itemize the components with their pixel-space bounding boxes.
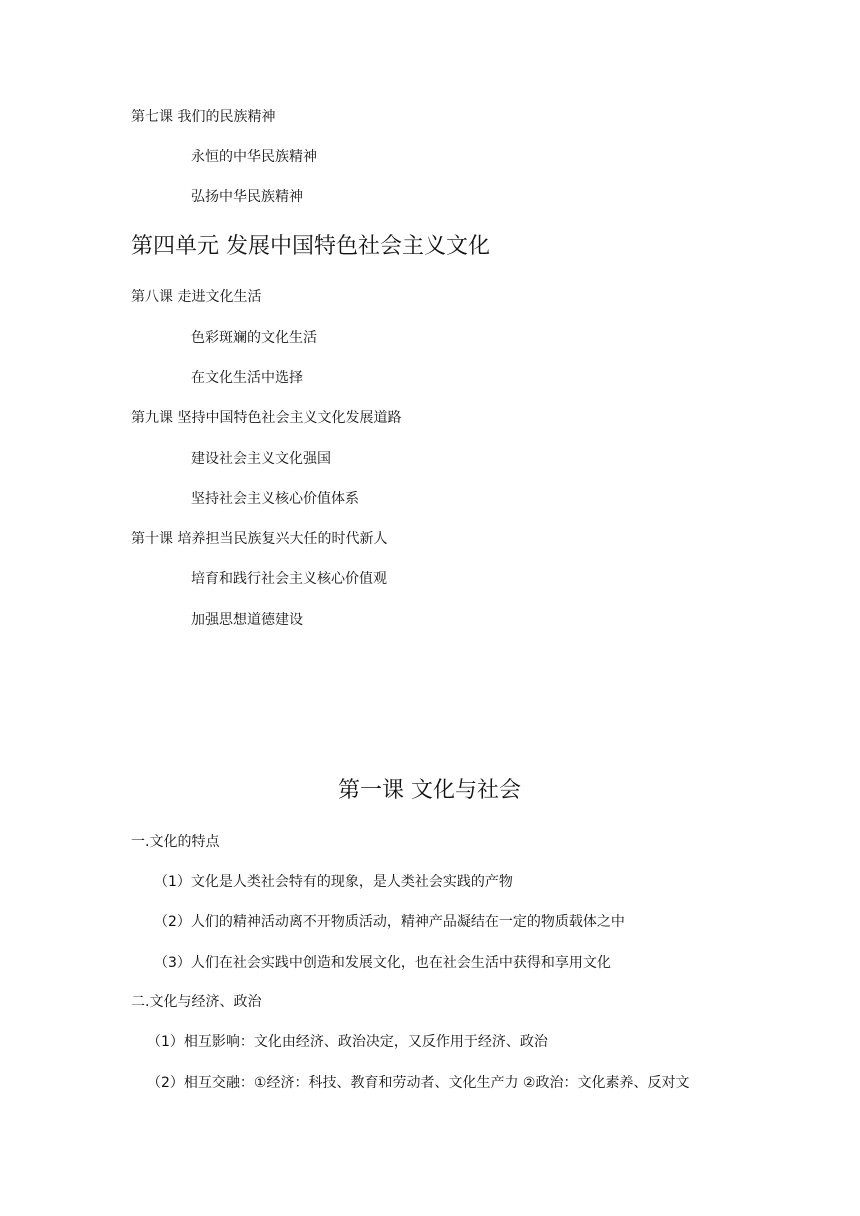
section-1-heading: 一.文化的特点 [131, 834, 220, 850]
lesson-1-title: 第一课 文化与社会 [338, 778, 521, 803]
section-1-point-2: （2）人们的精神活动离不开物质活动，精神产品凝结在一定的物质载体之中 [154, 914, 625, 930]
lesson-8-topic-1: 色彩斑斓的文化生活 [191, 330, 317, 346]
section-2-point-1: （1）相互影响：文化由经济、政治决定，又反作用于经济、政治 [147, 1034, 548, 1050]
lesson-8-heading: 第八课 走进文化生活 [131, 289, 262, 305]
lesson-10-topic-1: 培育和践行社会主义核心价值观 [191, 571, 387, 587]
section-1-point-1: （1）文化是人类社会特有的现象，是人类社会实践的产物 [154, 874, 513, 890]
lesson-7-topic-2: 弘扬中华民族精神 [191, 189, 303, 205]
lesson-9-topic-2: 坚持社会主义核心价值体系 [191, 491, 359, 507]
section-2-point-2: （2）相互交融：①经济：科技、教育和劳动者、文化生产力 ②政治：文化素养、反对文 [147, 1075, 690, 1091]
lesson-9-heading: 第九课 坚持中国特色社会主义文化发展道路 [131, 410, 402, 426]
lesson-10-topic-2: 加强思想道德建设 [191, 612, 303, 628]
lesson-10-heading: 第十课 培养担当民族复兴大任的时代新人 [131, 531, 388, 547]
lesson-8-topic-2: 在文化生活中选择 [191, 370, 303, 386]
lesson-9-topic-1: 建设社会主义文化强国 [191, 451, 331, 467]
section-1-point-3: （3）人们在社会实践中创造和发展文化，也在社会生活中获得和享用文化 [154, 955, 611, 971]
lesson-7-heading: 第七课 我们的民族精神 [131, 109, 276, 125]
section-2-heading: 二.文化与经济、政治 [131, 994, 262, 1010]
unit-4-heading: 第四单元 发展中国特色社会主义文化 [131, 234, 490, 259]
lesson-7-topic-1: 永恒的中华民族精神 [191, 149, 317, 165]
